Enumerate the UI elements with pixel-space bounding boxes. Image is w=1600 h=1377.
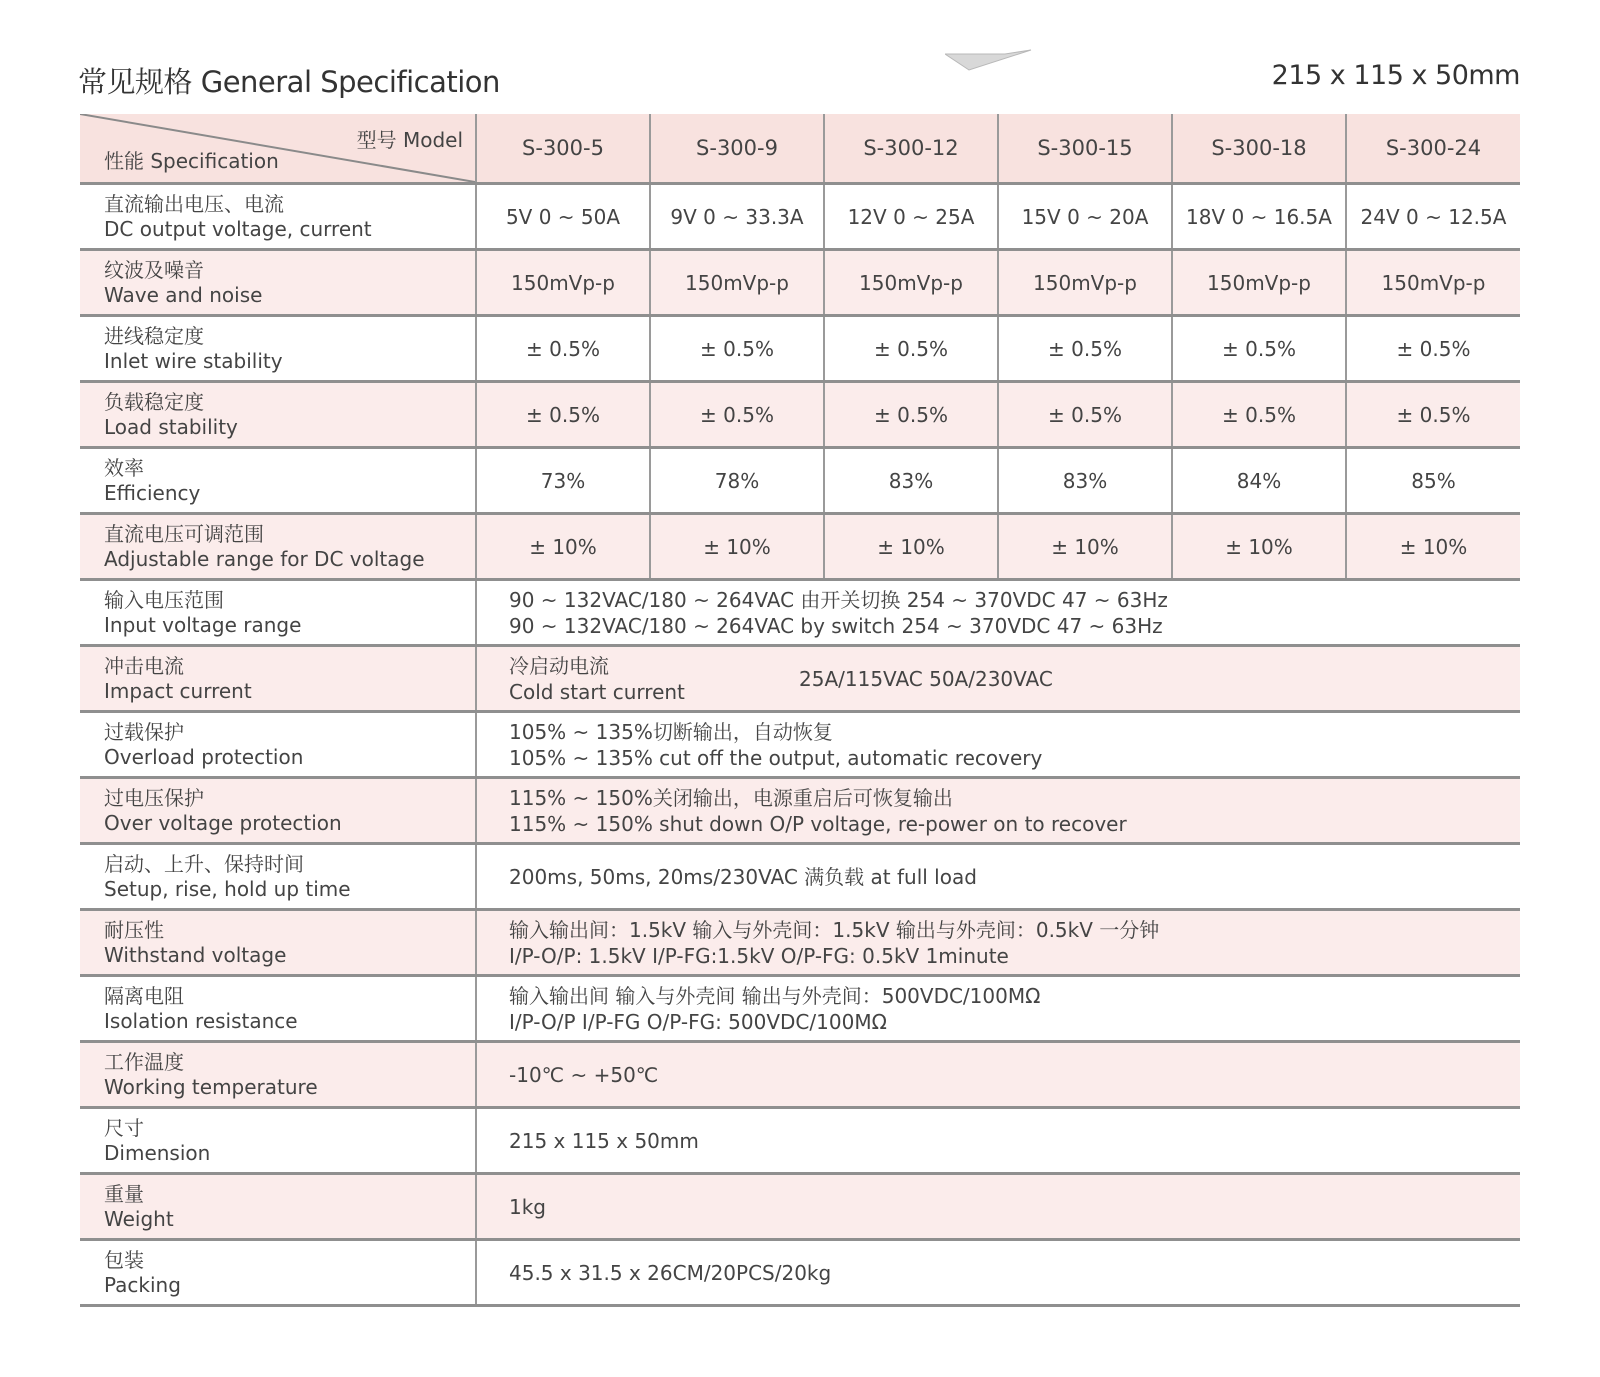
row-label xyxy=(80,712,476,778)
row-input-voltage-range xyxy=(80,580,1520,646)
value-cell: ± 0.5% xyxy=(650,316,824,382)
value-line-en: 90 ~ 132VAC/180 ~ 264VAC by switch 254 ~ 370VDC 47 ~ 63Hz xyxy=(509,613,1163,638)
wide-value-cell xyxy=(476,580,1520,646)
row-label-en: Withstand voltage xyxy=(104,942,287,967)
row-label-zh: 包装 xyxy=(104,1247,144,1272)
value-cell: 150mVp-p xyxy=(998,250,1172,316)
value-line-zh: 输入输出间 输入与外壳间 输出与外壳间：500VDC/100MΩ xyxy=(509,983,1041,1008)
value-cell: ± 0.5% xyxy=(476,382,650,448)
wide-value-cell xyxy=(476,910,1520,976)
row-label-en: Weight xyxy=(104,1206,174,1231)
row-adjustable-range xyxy=(80,514,1520,580)
spec-table xyxy=(80,114,1520,1307)
row-label-zh: 直流电压可调范围 xyxy=(104,521,264,546)
row-label-zh: 隔离电阻 xyxy=(104,983,184,1008)
wide-value-cell: -10℃ ~ +50℃ xyxy=(476,1042,1520,1108)
row-label xyxy=(80,778,476,844)
model-header: S-300-24 xyxy=(1346,114,1520,184)
row-label-zh: 效率 xyxy=(104,455,144,480)
row-label xyxy=(80,844,476,910)
value-cell: ± 0.5% xyxy=(824,316,998,382)
row-weight xyxy=(80,1174,1520,1240)
value-cell: ± 0.5% xyxy=(1346,382,1520,448)
row-dc-output xyxy=(80,184,1520,250)
row-label-zh: 过载保护 xyxy=(104,719,184,744)
row-over-voltage-protection xyxy=(80,778,1520,844)
row-label xyxy=(80,250,476,316)
wide-value-cell: 215 x 115 x 50mm xyxy=(476,1108,1520,1174)
row-label-zh: 尺寸 xyxy=(104,1115,144,1140)
value-cell: ± 0.5% xyxy=(998,382,1172,448)
model-header-row xyxy=(80,114,1520,184)
corner-cell xyxy=(80,114,476,184)
value-cell: ± 0.5% xyxy=(1346,316,1520,382)
value-cell: ± 0.5% xyxy=(824,382,998,448)
row-label xyxy=(80,1108,476,1174)
wide-value-cell xyxy=(476,778,1520,844)
value-cell: ± 0.5% xyxy=(998,316,1172,382)
product-edge-graphic xyxy=(945,48,1035,74)
value-cell: ± 10% xyxy=(476,514,650,580)
row-load-regulation xyxy=(80,382,1520,448)
row-label-zh: 耐压性 xyxy=(104,917,164,942)
row-label-en: Input voltage range xyxy=(104,612,302,637)
corner-spec-label: 性能 Specification xyxy=(104,149,279,173)
row-label-en: Wave and noise xyxy=(104,282,263,307)
row-label-zh: 负载稳定度 xyxy=(104,389,204,414)
model-header: S-300-9 xyxy=(650,114,824,184)
row-label-en: Isolation resistance xyxy=(104,1008,298,1033)
value-line-en: I/P-O/P: 1.5kV I/P-FG:1.5kV O/P-FG: 0.5kV 1minute xyxy=(509,943,1009,968)
value-cell: 83% xyxy=(998,448,1172,514)
value-cell: 150mVp-p xyxy=(1346,250,1520,316)
value-line-en: 115% ~ 150% shut down O/P voltage, re-power on to recover xyxy=(509,811,1127,836)
row-isolation-resistance xyxy=(80,976,1520,1042)
row-label-en: Overload protection xyxy=(104,744,304,769)
row-label-zh: 工作温度 xyxy=(104,1049,184,1074)
row-label-en: Working temperature xyxy=(104,1074,318,1099)
row-label-zh: 进线稳定度 xyxy=(104,323,204,348)
value-line-en: Cold start current xyxy=(509,679,685,704)
row-line-regulation xyxy=(80,316,1520,382)
row-label xyxy=(80,382,476,448)
value-cell: ± 10% xyxy=(824,514,998,580)
value-cell: 78% xyxy=(650,448,824,514)
value-cell: 150mVp-p xyxy=(1172,250,1346,316)
value-line-zh: 冷启动电流 xyxy=(509,653,609,678)
value-line-zh: 输入输出间：1.5kV 输入与外壳间：1.5kV 输出与外壳间：0.5kV 一分钟 xyxy=(509,917,1160,942)
row-label-zh: 启动、上升、保持时间 xyxy=(104,851,304,876)
row-label xyxy=(80,514,476,580)
value-cell: ± 10% xyxy=(1172,514,1346,580)
value-cell: ± 10% xyxy=(650,514,824,580)
row-label xyxy=(80,646,476,712)
value-line-en: 105% ~ 135% cut off the output, automatic recovery xyxy=(509,745,1043,770)
row-label-en: Efficiency xyxy=(104,480,201,505)
dimensions-label: 215 x 115 x 50mm xyxy=(1271,60,1520,91)
value-cell: 18V 0 ~ 16.5A xyxy=(1172,184,1346,250)
value-cell: ± 0.5% xyxy=(1172,382,1346,448)
row-dimension xyxy=(80,1108,1520,1174)
value-cell: 73% xyxy=(476,448,650,514)
wide-value-cell: 1kg xyxy=(476,1174,1520,1240)
row-label-zh: 重量 xyxy=(104,1181,144,1206)
row-overload-protection xyxy=(80,712,1520,778)
value-cell: ± 0.5% xyxy=(476,316,650,382)
value-cell: 15V 0 ~ 20A xyxy=(998,184,1172,250)
value-cell: 5V 0 ~ 50A xyxy=(476,184,650,250)
value-cell: 150mVp-p xyxy=(824,250,998,316)
wide-value-cell: 200ms, 50ms, 20ms/230VAC 满负载 at full load xyxy=(476,844,1520,910)
value-line-zh: 105% ~ 135%切断输出，自动恢复 xyxy=(509,719,833,744)
value-line-zh: 90 ~ 132VAC/180 ~ 264VAC 由开关切换 254 ~ 370VDC 47 ~ 63Hz xyxy=(509,587,1168,612)
value-cell: 85% xyxy=(1346,448,1520,514)
impact-current-content xyxy=(509,653,1520,705)
page-title: 常见规格 General Specification xyxy=(78,65,500,99)
model-header: S-300-5 xyxy=(476,114,650,184)
row-label-zh: 冲击电流 xyxy=(104,653,184,678)
row-label-zh: 纹波及噪音 xyxy=(104,257,204,282)
row-efficiency xyxy=(80,448,1520,514)
row-label xyxy=(80,316,476,382)
row-label-en: Impact current xyxy=(104,678,252,703)
value-line-en: I/P-O/P I/P-FG O/P-FG: 500VDC/100MΩ xyxy=(509,1009,887,1034)
impact-current-value: 25A/115VAC 50A/230VAC xyxy=(799,666,1053,691)
row-label-en: Load stability xyxy=(104,414,238,439)
row-working-temperature xyxy=(80,1042,1520,1108)
row-label xyxy=(80,1042,476,1108)
row-label-en: Inlet wire stability xyxy=(104,348,283,373)
row-label xyxy=(80,580,476,646)
row-label xyxy=(80,910,476,976)
row-label-zh: 输入电压范围 xyxy=(104,587,224,612)
wide-value-cell xyxy=(476,646,1520,712)
value-cell: 84% xyxy=(1172,448,1346,514)
wide-value-cell: 45.5 x 31.5 x 26CM/20PCS/20kg xyxy=(476,1240,1520,1306)
row-label xyxy=(80,448,476,514)
row-label-en: DC output voltage, current xyxy=(104,216,372,241)
model-header: S-300-12 xyxy=(824,114,998,184)
wide-value-cell xyxy=(476,712,1520,778)
row-impact-current xyxy=(80,646,1520,712)
value-cell: ± 0.5% xyxy=(1172,316,1346,382)
cold-start-label xyxy=(509,653,799,705)
row-label xyxy=(80,976,476,1042)
row-packing xyxy=(80,1240,1520,1306)
value-cell: ± 10% xyxy=(998,514,1172,580)
row-setup-rise-hold xyxy=(80,844,1520,910)
row-label-en: Dimension xyxy=(104,1140,211,1165)
value-cell: 83% xyxy=(824,448,998,514)
value-cell: 150mVp-p xyxy=(476,250,650,316)
row-label-en: Adjustable range for DC voltage xyxy=(104,546,425,571)
row-ripple xyxy=(80,250,1520,316)
row-label xyxy=(80,1174,476,1240)
model-header: S-300-15 xyxy=(998,114,1172,184)
model-header: S-300-18 xyxy=(1172,114,1346,184)
value-cell: 9V 0 ~ 33.3A xyxy=(650,184,824,250)
row-label-en: Over voltage protection xyxy=(104,810,342,835)
wide-value-cell xyxy=(476,976,1520,1042)
page-header xyxy=(78,56,1520,106)
value-cell: ± 10% xyxy=(1346,514,1520,580)
row-label xyxy=(80,184,476,250)
value-line-zh: 115% ~ 150%关闭输出，电源重启后可恢复输出 xyxy=(509,785,953,810)
value-cell: ± 0.5% xyxy=(650,382,824,448)
value-cell: 150mVp-p xyxy=(650,250,824,316)
value-cell: 12V 0 ~ 25A xyxy=(824,184,998,250)
row-label-en: Setup, rise, hold up time xyxy=(104,876,351,901)
value-cell: 24V 0 ~ 12.5A xyxy=(1346,184,1520,250)
corner-model-label: 型号 Model xyxy=(356,128,463,152)
row-label-en: Packing xyxy=(104,1272,181,1297)
row-label-zh: 直流输出电压、电流 xyxy=(104,191,284,216)
row-label xyxy=(80,1240,476,1306)
row-label-zh: 过电压保护 xyxy=(104,785,204,810)
row-withstand-voltage xyxy=(80,910,1520,976)
